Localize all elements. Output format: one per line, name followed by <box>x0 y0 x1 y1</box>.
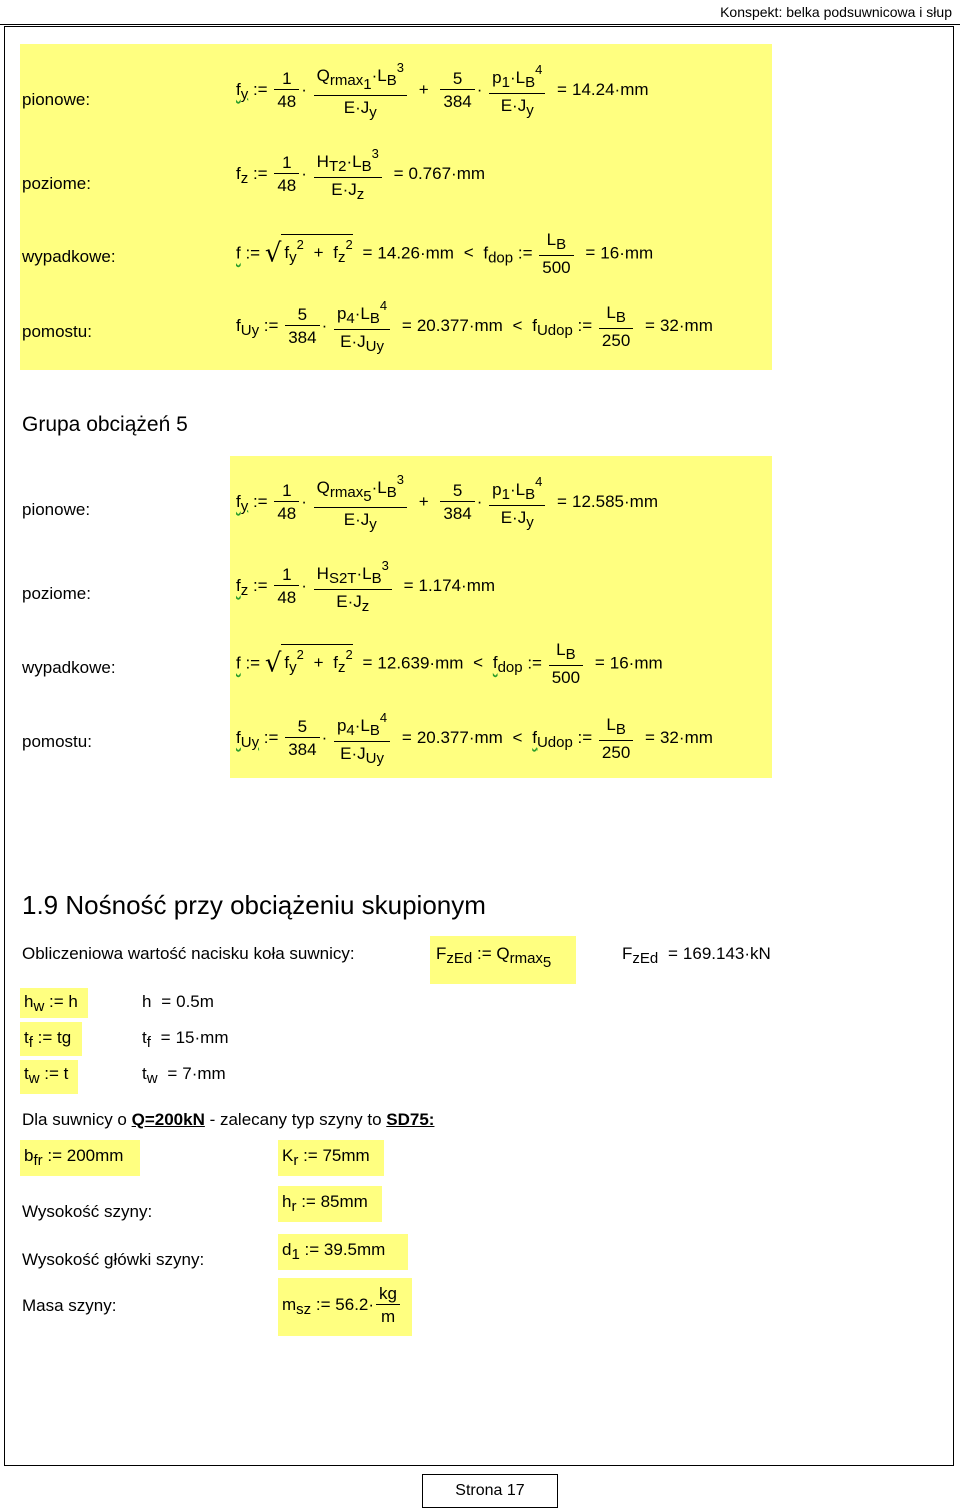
label-pomostu-1: pomostu: <box>22 322 92 341</box>
d1-definition[interactable]: $d_1$ := 39.5mm <box>282 1240 386 1263</box>
formula-fz-1[interactable]: $f_z$ := $\frac{1}{48}$ · $\frac{H_{T2}\cdot L_B^3}{E\cdot J_z}$ = 0.767·mm <box>236 146 486 203</box>
tw-result: $t_w = 7\cdot mm$ <box>142 1064 226 1087</box>
msz-definition[interactable]: $m_{sz}$ := 56.2· $\frac{kg}{m}$ <box>282 1284 402 1327</box>
label-pomostu-2: pomostu: <box>22 732 92 751</box>
formula-fz-2[interactable]: $f_z$ := $\frac{1}{48}$ · $\frac{H_{S2T}\cdot L_B^3}{E\cdot J_z}$ = 1.174·mm <box>236 558 496 615</box>
label-pionowe-1: pionowe: <box>22 90 91 109</box>
section-1-9-title: 1.9 Nośność przy obciążeniu skupionym <box>22 890 486 920</box>
group5-title: Grupa obciążeń 5 <box>22 413 188 436</box>
FzEd-definition[interactable]: $F_{zEd}$ := $Q_{rmax_5}$ <box>436 944 552 971</box>
tf-definition[interactable]: $t_f$ := tg <box>24 1028 72 1051</box>
document-header: Konspekt: belka podsuwnicowa i słup <box>720 4 952 20</box>
rail-recommendation-note: Dla suwnicy o Q=200kN - zalecany typ szyny to SD75: <box>22 1110 435 1129</box>
f-result-1: 14.26 <box>377 243 420 263</box>
FzEd-result: $F_{zEd} = 169.143\cdot kN$ <box>622 944 771 967</box>
label-poziome-2: poziome: <box>22 584 91 603</box>
fUdop-result-2: 32 <box>659 727 679 747</box>
obliczeniowa-label: Obliczeniowa wartość nacisku koła suwnicy: <box>22 944 355 963</box>
fUdop-result-1: 32 <box>659 315 679 335</box>
formula-fUy-2[interactable]: $f_{Uy}$ := $\frac{5}{384}$ · $\frac{p_4\cdot L_B^4}{E\cdot J_{Uy}}$ = $20.377\cdot mm < f_{Udop}$ := $\frac{L_B}{250}$ = 32·mm <box>236 710 713 767</box>
rail-height-label: Wysokość szyny: <box>22 1202 153 1221</box>
page-number: Strona 17 <box>422 1474 558 1508</box>
fy-result-1: 14.24 <box>571 79 615 99</box>
fdop-result-2: 16 <box>609 653 629 673</box>
fz-result-2: 1.174 <box>418 575 462 595</box>
header-rule <box>0 24 960 25</box>
formula-f-2[interactable]: f := √ $f_y^2 + f_z^2 = 12.639\cdot mm < f_{dop}$ := $\frac{L_B}{500}$ = 16·mm <box>236 640 663 687</box>
bfr-definition[interactable]: $b_{fr}$ := 200mm <box>24 1146 124 1169</box>
formula-f-1[interactable]: f := √ $f_y^2 + f_z^2 = 14.26\cdot mm < f_{dop}$ := $\frac{L_B}{500}$ = 16·mm <box>236 230 654 277</box>
hw-definition[interactable]: $h_w$ := h <box>24 992 78 1015</box>
h-result: h = 0.5m <box>142 992 214 1011</box>
label-wypadkowe-1: wypadkowe: <box>22 247 116 266</box>
formula-fy-2[interactable]: $f_y$ := $\frac{1}{48}$ · $\frac{Q_{rmax_5}\cdot L_B^3}{E\cdot J_y}$ + $\frac{5}{384}$ · $\frac{p_1\cdot L_B^4}{E\cdot J_y}$ = 12.585·mm <box>236 472 658 533</box>
tw-definition[interactable]: $t_w$ := t <box>24 1064 69 1087</box>
formula-fUy-1[interactable]: $f_{Uy}$ := $\frac{5}{384}$ · $\frac{p_4\cdot L_B^4}{E\cdot J_{Uy}}$ = $20.377\cdot mm < f_{Udop}$ := $\frac{L_B}{250}$ = 32·mm <box>236 298 713 355</box>
fz-result-1: 0.767 <box>408 163 452 183</box>
fdop-result-1: 16 <box>600 243 620 263</box>
Kr-definition[interactable]: $K_r$ := 75mm <box>282 1146 370 1169</box>
label-poziome-1: poziome: <box>22 174 91 193</box>
formula-fy-1[interactable]: $f_y$ := $\frac{1}{48}$ · $\frac{Q_{rmax_1}\cdot L_B^3}{E\cdot J_y}$ + $\frac{5}{384}$ · $\frac{p_1\cdot L_B^4}{E\cdot J_y}$ = 14.24·mm <box>236 60 649 121</box>
hr-definition[interactable]: $h_r$ := 85mm <box>282 1192 368 1215</box>
rail-mass-label: Masa szyny: <box>22 1296 117 1315</box>
fUy-result-1: 20.377 <box>416 315 469 335</box>
fy-result-2: 12.585 <box>571 491 624 511</box>
label-wypadkowe-2: wypadkowe: <box>22 658 116 677</box>
f-result-2: 12.639 <box>377 653 430 673</box>
tf-result: $t_f = 15\cdot mm$ <box>142 1028 229 1051</box>
label-pionowe-2: pionowe: <box>22 500 91 519</box>
rail-head-height-label: Wysokość główki szyny: <box>22 1250 205 1269</box>
fUy-result-2: 20.377 <box>416 727 469 747</box>
